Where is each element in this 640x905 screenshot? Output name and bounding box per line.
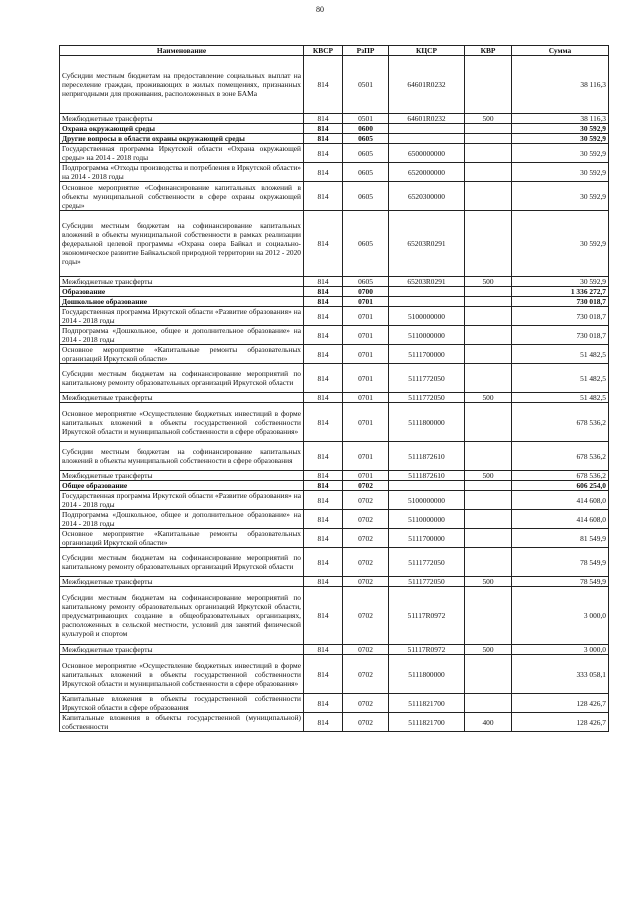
cell-sum: 30 592,9 (512, 134, 609, 144)
table-row (60, 577, 609, 587)
cell-sum: 678 536,2 (512, 471, 609, 481)
cell-kvsr: 814 (304, 645, 343, 655)
cell-kvr: 500 (465, 393, 512, 403)
cell-name: Межбюджетные трансферты (60, 645, 304, 655)
header-name: Наименование (60, 46, 304, 56)
cell-kcsr: 6500000000 (389, 144, 465, 163)
cell-kcsr: 5111821700 (389, 713, 465, 732)
cell-rzpr: 0605 (343, 134, 389, 144)
cell-kcsr: 5100000000 (389, 491, 465, 510)
cell-kvsr: 814 (304, 307, 343, 326)
cell-kcsr (389, 134, 465, 144)
cell-name: Субсидии местным бюджетам на софинансирование мероприятий по капитальному ремонту образовательных организаций Иркутской области, предусматривающих создание в общеобразовательных организациях, расположенных в сельской местности, условий для занятий физической культурой и спортом (60, 587, 304, 645)
cell-kcsr: 5111700000 (389, 345, 465, 364)
cell-kcsr (389, 297, 465, 307)
cell-kvr (465, 211, 512, 277)
table-body (60, 56, 609, 732)
table-header-row (60, 46, 609, 56)
cell-kvsr: 814 (304, 277, 343, 287)
cell-kvsr: 814 (304, 297, 343, 307)
cell-sum: 128 426,7 (512, 713, 609, 732)
table-row (60, 548, 609, 577)
cell-kvr: 500 (465, 577, 512, 587)
cell-kvr (465, 491, 512, 510)
cell-name: Образование (60, 287, 304, 297)
table-row (60, 307, 609, 326)
cell-name: Государственная программа Иркутской области «Развитие образования» на 2014 - 2018 годы (60, 491, 304, 510)
cell-sum: 30 592,9 (512, 163, 609, 182)
cell-kvr (465, 587, 512, 645)
cell-name: Межбюджетные трансферты (60, 471, 304, 481)
cell-kcsr: 5111772050 (389, 577, 465, 587)
cell-kcsr: 5111872610 (389, 471, 465, 481)
cell-kvsr: 814 (304, 163, 343, 182)
cell-name: Субсидии местным бюджетам на софинансирование мероприятий по капитальному ремонту образовательных организаций Иркутской области (60, 548, 304, 577)
header-kvr: КВР (465, 46, 512, 56)
table-row (60, 134, 609, 144)
cell-kvsr: 814 (304, 713, 343, 732)
cell-kvr (465, 144, 512, 163)
cell-kcsr: 64601R0232 (389, 114, 465, 124)
cell-name: Другие вопросы в области охраны окружающей среды (60, 134, 304, 144)
table-row (60, 114, 609, 124)
cell-kcsr: 5110000000 (389, 510, 465, 529)
cell-kvsr: 814 (304, 655, 343, 694)
cell-rzpr: 0702 (343, 713, 389, 732)
table-row (60, 442, 609, 471)
cell-kvr (465, 694, 512, 713)
cell-sum: 678 536,2 (512, 403, 609, 442)
cell-kvsr: 814 (304, 694, 343, 713)
table-row (60, 287, 609, 297)
cell-kvr: 500 (465, 645, 512, 655)
cell-kvr (465, 529, 512, 548)
cell-sum: 730 018,7 (512, 326, 609, 345)
cell-kvsr: 814 (304, 211, 343, 277)
cell-rzpr: 0702 (343, 529, 389, 548)
header-sum: Сумма (512, 46, 609, 56)
cell-kvsr: 814 (304, 326, 343, 345)
cell-kcsr: 65203R0291 (389, 277, 465, 287)
cell-rzpr: 0700 (343, 287, 389, 297)
cell-name: Субсидии местным бюджетам на предоставление социальных выплат на переселение граждан, проживающих в жилых помещениях, признанных непригодными для проживания, расположенных в зоне БАМа (60, 56, 304, 114)
cell-sum: 51 482,5 (512, 345, 609, 364)
cell-sum: 51 482,5 (512, 393, 609, 403)
cell-rzpr: 0702 (343, 510, 389, 529)
table-row (60, 277, 609, 287)
cell-kvsr: 814 (304, 587, 343, 645)
header-kvsr: КВСР (304, 46, 343, 56)
cell-kvr (465, 403, 512, 442)
cell-kvsr: 814 (304, 491, 343, 510)
table-row (60, 694, 609, 713)
cell-kvr (465, 326, 512, 345)
table-row (60, 655, 609, 694)
cell-rzpr: 0702 (343, 481, 389, 491)
cell-sum: 414 608,0 (512, 510, 609, 529)
cell-kvr (465, 548, 512, 577)
cell-sum: 51 482,5 (512, 364, 609, 393)
cell-name: Подпрограмма «Отходы производства и потребления в Иркутской области» на 2014 - 2018 годы (60, 163, 304, 182)
cell-name: Основное мероприятие «Осуществление бюджетных инвестиций в форме капитальных вложений в объекты государственной собственности Иркутской области и муниципальной собственности в сфере образования» (60, 403, 304, 442)
cell-rzpr: 0605 (343, 277, 389, 287)
table-row (60, 182, 609, 211)
cell-sum: 30 592,9 (512, 211, 609, 277)
cell-name: Субсидии местным бюджетам на софинансирование капитальных вложений в объекты муниципальной собственности в рамках реализации федеральной целевой программы «Охрана озера Байкал и социально-экономическое развитие Байкальской природной территории на 2012 - 2020 годы» (60, 211, 304, 277)
cell-kcsr: 5100000000 (389, 307, 465, 326)
cell-kvsr: 814 (304, 393, 343, 403)
cell-kvr (465, 364, 512, 393)
table-row (60, 713, 609, 732)
cell-kcsr: 5111821700 (389, 694, 465, 713)
cell-rzpr: 0702 (343, 577, 389, 587)
cell-rzpr: 0701 (343, 393, 389, 403)
cell-kvr (465, 442, 512, 471)
cell-kvsr: 814 (304, 471, 343, 481)
cell-rzpr: 0501 (343, 56, 389, 114)
cell-kvsr: 814 (304, 529, 343, 548)
cell-kvr (465, 655, 512, 694)
header-rzpr: РзПР (343, 46, 389, 56)
cell-rzpr: 0701 (343, 345, 389, 364)
table-row (60, 393, 609, 403)
cell-kvr (465, 297, 512, 307)
cell-kcsr: 5110000000 (389, 326, 465, 345)
cell-kvr (465, 182, 512, 211)
cell-rzpr: 0501 (343, 114, 389, 124)
page-number: 80 (316, 5, 324, 14)
cell-kcsr: 5111872610 (389, 442, 465, 471)
cell-sum: 78 549,9 (512, 548, 609, 577)
cell-name: Охрана окружающей среды (60, 124, 304, 134)
cell-rzpr: 0701 (343, 403, 389, 442)
cell-name: Общее образование (60, 481, 304, 491)
cell-sum: 38 116,3 (512, 114, 609, 124)
cell-kvr (465, 124, 512, 134)
cell-kvr (465, 287, 512, 297)
cell-kvsr: 814 (304, 548, 343, 577)
budget-table (59, 45, 609, 732)
cell-name: Межбюджетные трансферты (60, 277, 304, 287)
cell-name: Межбюджетные трансферты (60, 577, 304, 587)
cell-sum: 30 592,9 (512, 144, 609, 163)
cell-sum: 30 592,9 (512, 124, 609, 134)
cell-kvr (465, 163, 512, 182)
table-row (60, 364, 609, 393)
cell-sum: 1 336 272,7 (512, 287, 609, 297)
cell-kvr (465, 307, 512, 326)
cell-kvsr: 814 (304, 287, 343, 297)
table-row (60, 163, 609, 182)
cell-kvr (465, 481, 512, 491)
cell-kvr: 400 (465, 713, 512, 732)
table-row (60, 144, 609, 163)
cell-rzpr: 0702 (343, 655, 389, 694)
cell-rzpr: 0702 (343, 548, 389, 577)
cell-kvr (465, 134, 512, 144)
cell-name: Основное мероприятие «Осуществление бюджетных инвестиций в форме капитальных вложений в объекты государственной собственности Иркутской области и муниципальной собственности в сфере образования» (60, 655, 304, 694)
cell-name: Подпрограмма «Дошкольное, общее и дополнительное образование» на 2014 - 2018 годы (60, 510, 304, 529)
cell-sum: 128 426,7 (512, 694, 609, 713)
cell-rzpr: 0701 (343, 471, 389, 481)
cell-rzpr: 0605 (343, 211, 389, 277)
cell-kcsr: 6520000000 (389, 163, 465, 182)
cell-kvsr: 814 (304, 442, 343, 471)
cell-kvr (465, 56, 512, 114)
cell-kvr: 500 (465, 471, 512, 481)
cell-name: Основное мероприятие «Капитальные ремонты образовательных организаций Иркутской области» (60, 345, 304, 364)
table-row (60, 345, 609, 364)
cell-kvsr: 814 (304, 134, 343, 144)
cell-kcsr: 5111800000 (389, 403, 465, 442)
cell-sum: 3 000,0 (512, 645, 609, 655)
cell-kvr: 500 (465, 114, 512, 124)
cell-name: Межбюджетные трансферты (60, 114, 304, 124)
cell-kcsr: 5111800000 (389, 655, 465, 694)
table-row (60, 211, 609, 277)
cell-sum: 414 608,0 (512, 491, 609, 510)
cell-rzpr: 0701 (343, 307, 389, 326)
cell-rzpr: 0605 (343, 182, 389, 211)
cell-name: Государственная программа Иркутской области «Охрана окружающей среды» на 2014 - 2018 годы (60, 144, 304, 163)
cell-kvr (465, 510, 512, 529)
cell-kcsr: 5111772050 (389, 364, 465, 393)
table-row (60, 481, 609, 491)
cell-sum: 30 592,9 (512, 277, 609, 287)
cell-kvr: 500 (465, 277, 512, 287)
cell-name: Основное мероприятие «Софинансирование капитальных вложений в объекты муниципальной собственности в сфере охраны окружающей среды» (60, 182, 304, 211)
table-row (60, 491, 609, 510)
cell-kcsr: 51117R0972 (389, 645, 465, 655)
cell-kvsr: 814 (304, 577, 343, 587)
cell-sum: 678 536,2 (512, 442, 609, 471)
cell-name: Государственная программа Иркутской области «Развитие образования» на 2014 - 2018 годы (60, 307, 304, 326)
cell-rzpr: 0702 (343, 645, 389, 655)
table-row (60, 471, 609, 481)
cell-name: Подпрограмма «Дошкольное, общее и дополнительное образование» на 2014 - 2018 годы (60, 326, 304, 345)
cell-rzpr: 0701 (343, 297, 389, 307)
cell-sum: 3 000,0 (512, 587, 609, 645)
cell-kvsr: 814 (304, 182, 343, 211)
cell-kvsr: 814 (304, 403, 343, 442)
cell-rzpr: 0702 (343, 694, 389, 713)
cell-sum: 81 549,9 (512, 529, 609, 548)
cell-rzpr: 0701 (343, 326, 389, 345)
cell-sum: 78 549,9 (512, 577, 609, 587)
cell-name: Капитальные вложения в объекты государственной (муниципальной) собственности (60, 713, 304, 732)
cell-name: Субсидии местным бюджетам на софинансирование капитальных вложений в объекты муниципальной собственности в сфере образования (60, 442, 304, 471)
cell-kvsr: 814 (304, 364, 343, 393)
cell-kvsr: 814 (304, 510, 343, 529)
cell-kcsr (389, 124, 465, 134)
cell-rzpr: 0701 (343, 442, 389, 471)
cell-sum: 730 018,7 (512, 297, 609, 307)
cell-kvr (465, 345, 512, 364)
table-row (60, 403, 609, 442)
cell-kcsr: 5111772050 (389, 393, 465, 403)
cell-kcsr: 6520300000 (389, 182, 465, 211)
cell-rzpr: 0702 (343, 587, 389, 645)
cell-kvsr: 814 (304, 124, 343, 134)
cell-rzpr: 0605 (343, 144, 389, 163)
cell-rzpr: 0605 (343, 163, 389, 182)
cell-rzpr: 0600 (343, 124, 389, 134)
table-row (60, 124, 609, 134)
table-row (60, 529, 609, 548)
cell-kcsr: 51117R0972 (389, 587, 465, 645)
header-kcsr: КЦСР (389, 46, 465, 56)
cell-kvsr: 814 (304, 56, 343, 114)
cell-kvsr: 814 (304, 114, 343, 124)
table-row (60, 297, 609, 307)
cell-kcsr: 64601R0232 (389, 56, 465, 114)
table-row (60, 326, 609, 345)
table-row (60, 510, 609, 529)
cell-sum: 730 018,7 (512, 307, 609, 326)
cell-kvsr: 814 (304, 481, 343, 491)
cell-kcsr: 5111700000 (389, 529, 465, 548)
cell-sum: 606 254,0 (512, 481, 609, 491)
cell-rzpr: 0702 (343, 491, 389, 510)
table-row (60, 56, 609, 114)
cell-kcsr: 5111772050 (389, 548, 465, 577)
cell-name: Межбюджетные трансферты (60, 393, 304, 403)
cell-kcsr: 65203R0291 (389, 211, 465, 277)
cell-sum: 38 116,3 (512, 56, 609, 114)
cell-sum: 333 058,1 (512, 655, 609, 694)
cell-sum: 30 592,9 (512, 182, 609, 211)
cell-name: Капитальные вложения в объекты государственной собственности Иркутской области в сфере образования (60, 694, 304, 713)
cell-rzpr: 0701 (343, 364, 389, 393)
table-row (60, 587, 609, 645)
cell-kvsr: 814 (304, 144, 343, 163)
cell-kcsr (389, 481, 465, 491)
cell-kvsr: 814 (304, 345, 343, 364)
cell-name: Субсидии местным бюджетам на софинансирование мероприятий по капитальному ремонту образовательных организаций Иркутской области (60, 364, 304, 393)
table-row (60, 645, 609, 655)
cell-name: Основное мероприятие «Капитальные ремонты образовательных организаций Иркутской области» (60, 529, 304, 548)
cell-kcsr (389, 287, 465, 297)
cell-name: Дошкольное образование (60, 297, 304, 307)
